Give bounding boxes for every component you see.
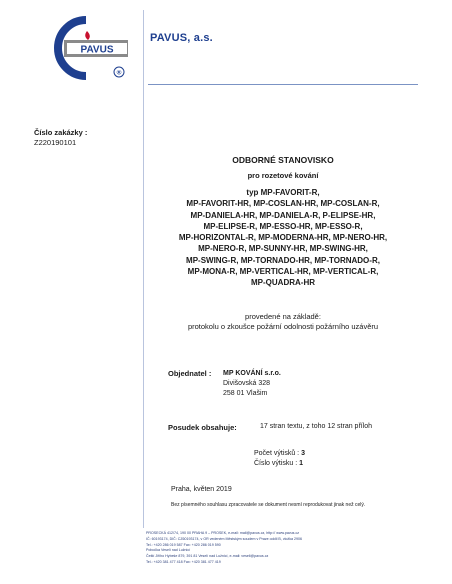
footer-line: IČ: 60193174, DIČ: CZ60193174, v OR vedeném Městským soudem v Praze oddíl B, vložka 2906 (146, 536, 303, 541)
order-number-label: Číslo zakázky : (34, 128, 88, 137)
client-address (223, 369, 281, 399)
footer-line: Tel.: +420 286 019 587 Fax: +420 286 019 590 (146, 542, 221, 547)
copy-number-row (254, 459, 305, 469)
content-value: 17 stran textu, z toho 12 stran příloh (260, 423, 373, 430)
reproduction-note: Bez písemného souhlasu zpracovatele se dokument nesmí reprodukovat jinak než celý. (171, 502, 366, 508)
client-label: Objednatel : (168, 369, 212, 378)
footer-line: PROSECKÁ 412/74, 190 00 PRAHA 9 – PROSEK, e-mail: mail@pavus.cz, http:// www.pavus.cz (146, 531, 300, 535)
footer-contacts (146, 531, 366, 566)
product-line: MP-ELIPSE-R, MP-ESSO-HR, MP-ESSO-R, (203, 221, 363, 231)
client-city: 258 01 Vlašim (223, 390, 268, 397)
product-line: typ MP-FAVORIT-R, (246, 188, 320, 197)
client-name: MP KOVÁNÍ s.r.o. (223, 370, 281, 377)
copies-count-row (254, 449, 305, 459)
footer-line: Tel.: +420 381 477 418 Fax: +420 381 477 419 (146, 559, 221, 564)
flame-icon (85, 31, 90, 40)
footer-line: Čeští Jiřího Hybeše 879, 391 81 Veselí nad Lužnicí, e-mail: veseli@pavus.cz (146, 554, 269, 559)
registered-mark: ® (116, 69, 122, 77)
basis-intro: provedené na základě: (245, 312, 321, 321)
product-line: MP-FAVORIT-HR, MP-COSLAN-HR, MP-COSLAN-R, (186, 199, 380, 209)
document-subheading: pro rozetové kování (247, 171, 319, 180)
vertical-divider (143, 10, 144, 528)
pavus-logo (46, 14, 130, 80)
place-date: Praha, květen 2019 (171, 486, 232, 493)
product-line: MP-DANIELA-HR, MP-DANIELA-R, P-ELIPSE-HR, (190, 210, 376, 220)
copies-count-label: Počet výtisků : (254, 450, 300, 457)
client-street: Divišovská 328 (223, 380, 271, 387)
footer-line: Pobočka Veselí nad Lužnicí (146, 548, 191, 553)
product-line: MP-SWING-R, MP-TORNADO-HR, MP-TORNADO-R, (186, 255, 380, 265)
product-list (148, 187, 418, 289)
document-heading: ODBORNÉ STANOVISKO (232, 155, 334, 165)
order-number-value: Z220190101 (34, 138, 77, 147)
header-divider (148, 84, 418, 85)
copies-info (254, 449, 305, 468)
basis-protocol: protokolu o zkoušce požární odolnosti požárního uzávěru (187, 322, 379, 331)
logo-text: PAVUS (80, 44, 114, 56)
product-line: MP-NERO-R, MP-SUNNY-HR, MP-SWING-HR, (198, 244, 368, 254)
product-line: MP-HORIZONTAL-R, MP-MODERNA-HR, MP-NERO-HR, (178, 233, 388, 243)
copy-number-value: 1 (299, 459, 304, 467)
product-line: MP-QUADRA-HR (251, 278, 315, 288)
copy-number-label: Číslo výtisku : (254, 459, 298, 467)
copies-count-value: 3 (301, 450, 305, 457)
content-label: Posudek obsahuje: (168, 423, 237, 432)
brand-name: PAVUS, a.s. (150, 32, 213, 44)
product-line: MP-MONA-R, MP-VERTICAL-HR, MP-VERTICAL-R, (187, 267, 379, 277)
